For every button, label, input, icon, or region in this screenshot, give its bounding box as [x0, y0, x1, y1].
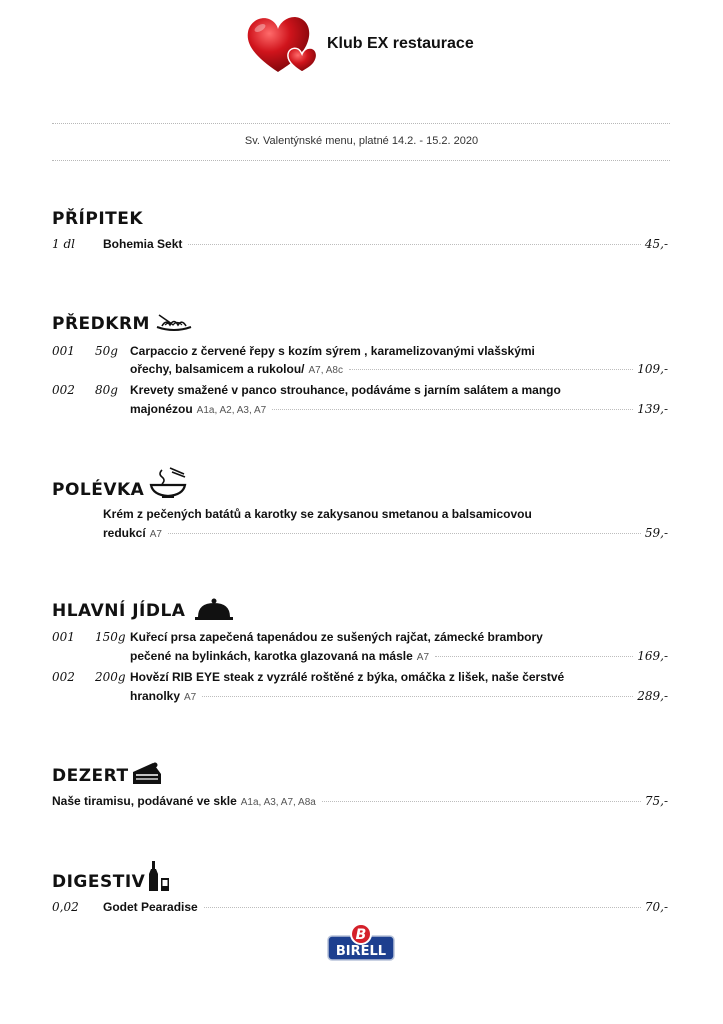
item-weight: 50g: [95, 344, 118, 358]
section-title-dezert: DEZERT: [52, 766, 129, 786]
birell-logo: [326, 922, 396, 964]
item-allergens: A1a, A3, A7, A8a: [240, 797, 316, 808]
item-price: 139,-: [637, 402, 668, 416]
item-name-line2: redukcí: [103, 526, 146, 540]
menu-item: [103, 526, 668, 540]
item-code: 002: [52, 670, 75, 684]
item-code: 1 dl: [52, 237, 75, 251]
dot-leader: [204, 907, 641, 908]
item-allergens: A1a, A2, A3, A7: [196, 405, 267, 416]
item-name-line1: Carpaccio z červené řepy s kozím sýrem , karamelizovanými vlašskými: [130, 344, 535, 358]
item-name-line1: Krevety smažené v panco strouhance, podáváme s jarním salátem a mango: [130, 383, 561, 397]
dot-leader: [349, 369, 633, 370]
item-weight: 150g: [95, 630, 126, 644]
menu-item: [130, 689, 668, 703]
dot-leader: [272, 409, 633, 410]
section-title-digestiv: DIGESTIV: [52, 872, 146, 892]
section-title-pripitek: PŘÍPITEK: [52, 209, 144, 229]
section-title-predkrm: PŘEDKRM: [52, 314, 150, 334]
item-code: 001: [52, 630, 75, 644]
item-weight: 80g: [95, 383, 118, 397]
restaurant-title: Klub EX restaurace: [327, 35, 474, 52]
bottle-glass-icon: [148, 860, 172, 892]
item-allergens: A7: [416, 652, 430, 663]
section-title-polevka: POLÉVKA: [52, 480, 145, 500]
item-name-line2: majonézou: [130, 402, 193, 416]
divider-bottom: [52, 160, 670, 161]
cake-slice-icon: [131, 760, 163, 788]
item-name: Bohemia Sekt: [103, 237, 183, 251]
divider-top: [52, 123, 670, 124]
menu-item: [130, 362, 668, 376]
dot-leader: [322, 801, 641, 802]
section-title-hlavni: HLAVNÍ JÍDLA: [52, 601, 186, 621]
item-name: Godet Pearadise: [103, 900, 198, 914]
cloche-icon: [194, 597, 234, 623]
item-name-line2: pečené na bylinkách, karotka glazovaná na másle: [130, 649, 413, 663]
menu-subtitle: Sv. Valentýnské menu, platné 14.2. - 15.2. 2020: [244, 135, 479, 147]
item-code: 001: [52, 344, 75, 358]
menu-item: [103, 237, 668, 251]
item-weight: 200g: [95, 670, 126, 684]
birell-logo-letter: B: [355, 927, 367, 943]
birell-logo-text: BIRELL: [335, 944, 387, 959]
hearts-logo-icon: [244, 14, 322, 76]
item-allergens: A7: [149, 529, 162, 540]
menu-item: [52, 794, 668, 808]
dot-leader: [435, 656, 633, 657]
item-price: 75,-: [644, 794, 668, 808]
item-price: 70,-: [644, 900, 668, 914]
item-price: 45,-: [644, 237, 668, 251]
item-price: 289,-: [637, 689, 668, 703]
item-price: 109,-: [637, 362, 668, 376]
menu-item: [130, 649, 668, 663]
menu-item: [103, 900, 668, 914]
dot-leader: [168, 533, 641, 534]
soup-bowl-icon: [148, 466, 188, 498]
item-allergens: A7, A8c: [308, 365, 343, 376]
dot-leader: [202, 696, 633, 697]
item-name-line1: Hovězí RIB EYE steak z vyzrálé roštěné z býka, omáčka z lišek, naše čerstvé: [130, 670, 565, 684]
item-name-line1: Kuřecí prsa zapečená tapenádou ze sušených rajčat, zámecké brambory: [130, 630, 543, 644]
item-allergens: A7: [184, 692, 197, 703]
item-code: 0,02: [52, 900, 79, 914]
item-price: 59,-: [644, 526, 668, 540]
item-name-line2: hranolky: [130, 689, 181, 703]
item-price: 169,-: [637, 649, 668, 663]
pasta-plate-icon: [156, 313, 192, 333]
item-name: Naše tiramisu, podávané ve skle: [52, 794, 237, 808]
item-name-line1: Krém z pečených batátů a karotky se zakysanou smetanou a balsamicovou: [103, 507, 532, 521]
item-name-line2: ořechy, balsamicem a rukolou/: [130, 362, 305, 376]
dot-leader: [188, 244, 641, 245]
item-code: 002: [52, 383, 75, 397]
menu-item: [130, 402, 668, 416]
